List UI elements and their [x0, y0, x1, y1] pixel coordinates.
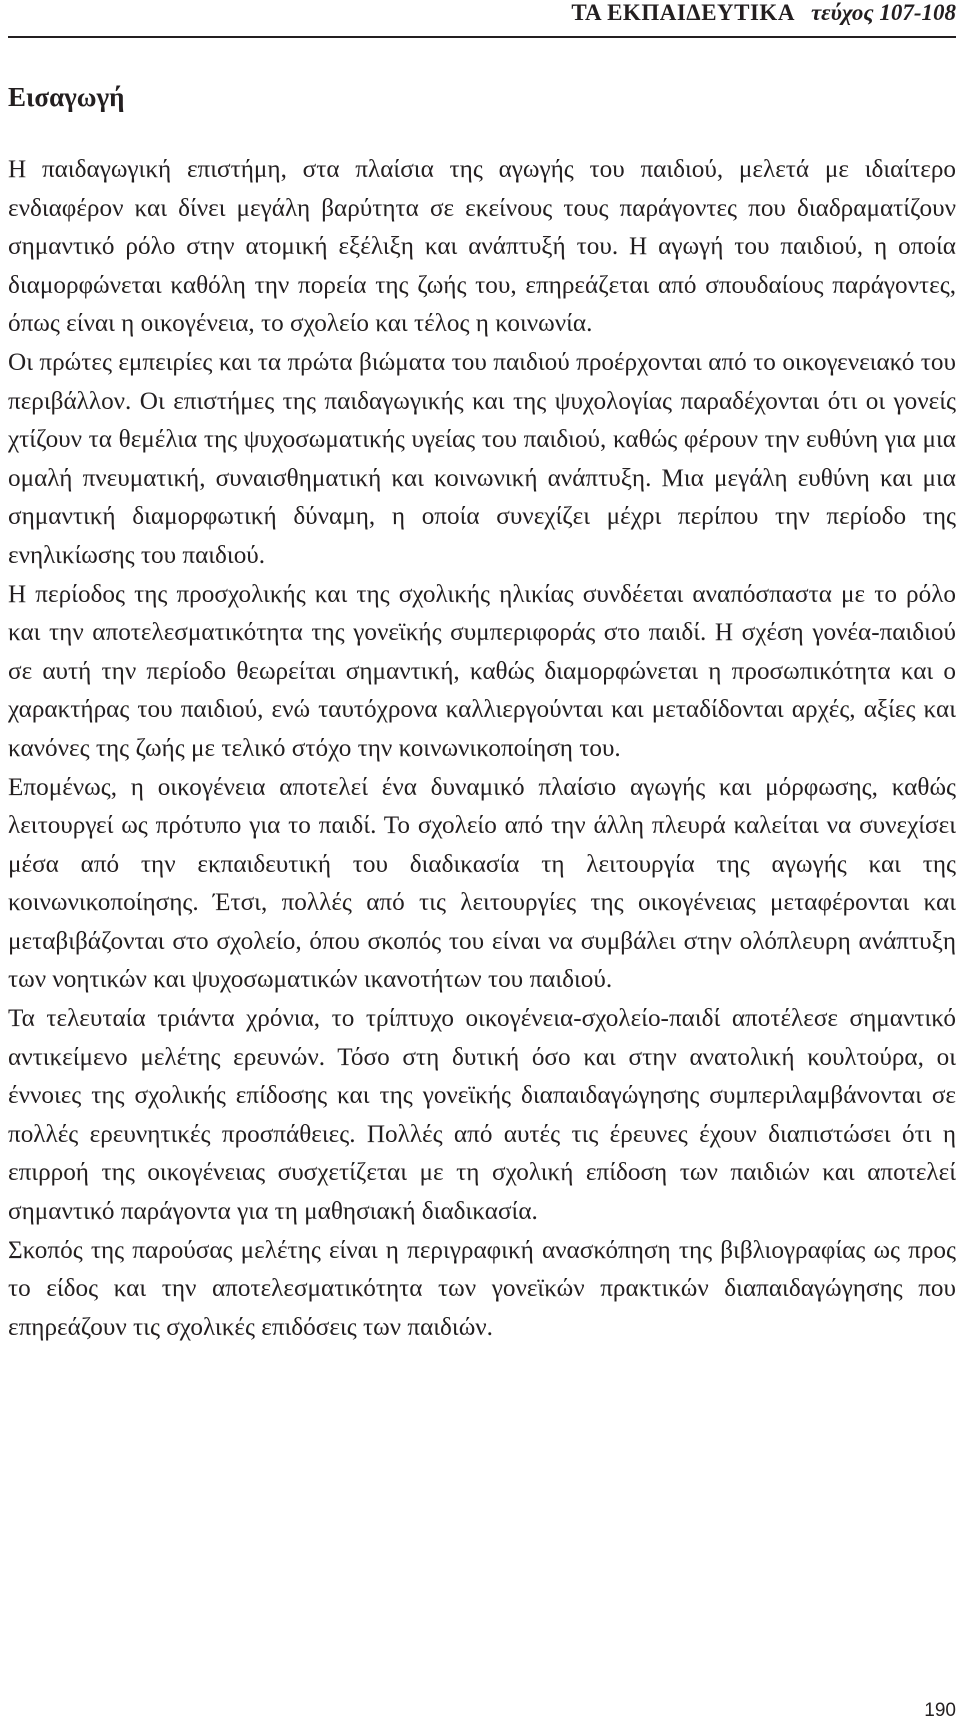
- paragraph: Επομένως, η οικογένεια αποτελεί ένα δυναμικό πλαίσιο αγωγής και μόρφωσης, καθώς λειτουργεί ως πρότυπο για το παιδί. Το σχολείο από την άλλη πλευρά καλείται να συνεχίσει μέσα από την εκπαιδευτική του διαδικασία τη λειτουργία της αγωγής και της κοινωνικοποίησης. Έτσι, πολλές από τις λειτουργίες της οικογένειας μεταφέρονται και μεταβιβάζονται στο σχολείο, όπου σκοπός του είναι να συμβάλει στην ολόπλευρη ανάπτυξη των νοητικών και ψυχοσωματικών ικανοτήτων του παιδιού.: [8, 773, 956, 994]
- body-text: [8, 151, 956, 1347]
- page-number: 190: [924, 1700, 956, 1721]
- paragraph: Τα τελευταία τριάντα χρόνια, το τρίπτυχο οικογένεια-σχολείο-παιδί αποτέλεσε σημαντικό αντικείμενο μελέτης ερευνών. Τόσο στη δυτική όσο και στην ανατολική κουλτούρα, οι έννοιες της σχολικής επίδοσης και της γονεϊκής διαπαιδαγώγησης συμπεριλαμβάνονται σε πολλές ερευνητικές προσπάθειες. Πολλές από αυτές τις έρευνες έχουν διαπιστώσει ότι η επιρροή της οικογένειας συσχετίζεται με τη σχολική επίδοση των παιδιών και αποτελεί σημαντικό παράγοντα για τη μαθησιακή διαδικασία.: [8, 1005, 956, 1226]
- paragraph: Οι πρώτες εμπειρίες και τα πρώτα βιώματα του παιδιού προέρχονται από το οικογενειακό του περιβάλλον. Οι επιστήμες της παιδαγωγικής και της ψυχολογίας παραδέχονται ότι οι γονείς χτίζουν τα θεμέλια της ψυχοσωματικής υγείας του παιδιού, καθώς φέρουν την ευθύνη για μια ομαλή πνευματική, συναισθηματική και κοινωνική ανάπτυξη. Μια μεγάλη ευθύνη και μια σημαντική διαμορφωτική δύναμη, η οποία συνεχίζει μέχρι περίπου την περίοδο της ενηλικίωσης του παιδιού.: [8, 348, 956, 569]
- journal-name: ΤΑ ΕΚΠΑΙΔΕΥΤΙΚΑ: [571, 0, 795, 25]
- paragraph: Η παιδαγωγική επιστήμη, στα πλαίσια της αγωγής του παιδιού, μελετά με ιδιαίτερο ενδιαφέρον και δίνει μεγάλη βαρύτητα σε εκείνους τους παράγοντες που διαδραματίζουν σημαντικό ρόλο στην ατομική εξέλιξη και ανάπτυξή του. Η αγωγή του παιδιού, η οποία διαμορφώνεται καθόλη την πορεία της ζωής του, επηρεάζεται από σπουδαίους παράγοντες, όπως είναι η οικογένεια, το σχολείο και τέλος η κοινωνία.: [8, 156, 956, 338]
- section-heading: Εισαγωγή: [8, 82, 125, 112]
- paragraph: Σκοπός της παρούσας μελέτης είναι η περιγραφική ανασκόπηση της βιβλιογραφίας ως προς το είδος και την αποτελεσματικότητα των γονεϊκών πρακτικών διαπαιδαγώγησης που επηρεάζουν τις σχολικές επιδόσεις των παιδιών.: [8, 1236, 956, 1341]
- paragraph: Η περίοδος της προσχολικής και της σχολικής ηλικίας συνδέεται αναπόσπαστα με το ρόλο και την αποτελεσματικότητα της γονεϊκής συμπεριφοράς στο παιδί. Η σχέση γονέα-παιδιού σε αυτή την περίοδο θεωρείται σημαντική, καθώς διαμορφώνεται η προσωπικότητα και ο χαρακτήρας του παιδιού, ενώ ταυτόχρονα καλλιεργούνται και μεταδίδονται αρχές, αξίες και κανόνες της ζωής με τελικό στόχο την κοινωνικοποίηση του.: [8, 580, 956, 762]
- issue-number: τεύχος 107-108: [810, 0, 956, 25]
- running-header: [8, 0, 956, 38]
